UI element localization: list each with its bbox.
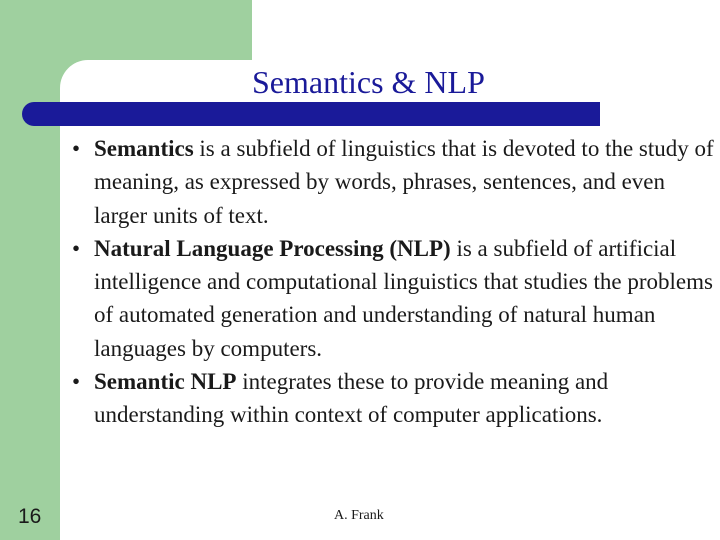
slide-title: Semantics & NLP: [252, 64, 485, 100]
bullet-text: is a subfield of linguistics that is devoted to the study of meaning, as expressed by words, phrases, sentences, and even larger units of text.: [94, 136, 714, 228]
bullet-term: Semantics: [94, 136, 194, 161]
bullet-text: is a subfield of artificial intelligence and computational linguistics that studies the problems of automated generation and understanding of natural human languages by computers.: [94, 235, 713, 361]
title-underline-bar: [22, 102, 600, 126]
bullet-term: Natural Language Processing (NLP): [94, 235, 451, 261]
footer-author: A. Frank: [334, 508, 384, 523]
bullet-item-semantics: [72, 132, 717, 232]
bullet-item-nlp: [72, 232, 717, 365]
slide-number: 16: [18, 505, 42, 528]
bullet-item-semantic-nlp: [72, 365, 717, 432]
bullet-list: [72, 132, 717, 432]
bullet-term: Semantic NLP: [94, 369, 237, 395]
bullet-icon: •: [72, 136, 81, 161]
bullet-icon: •: [72, 369, 81, 395]
bullet-text: integrates these to provide meaning and understanding within context of computer applications.: [94, 369, 609, 428]
bullet-icon: •: [72, 235, 81, 261]
